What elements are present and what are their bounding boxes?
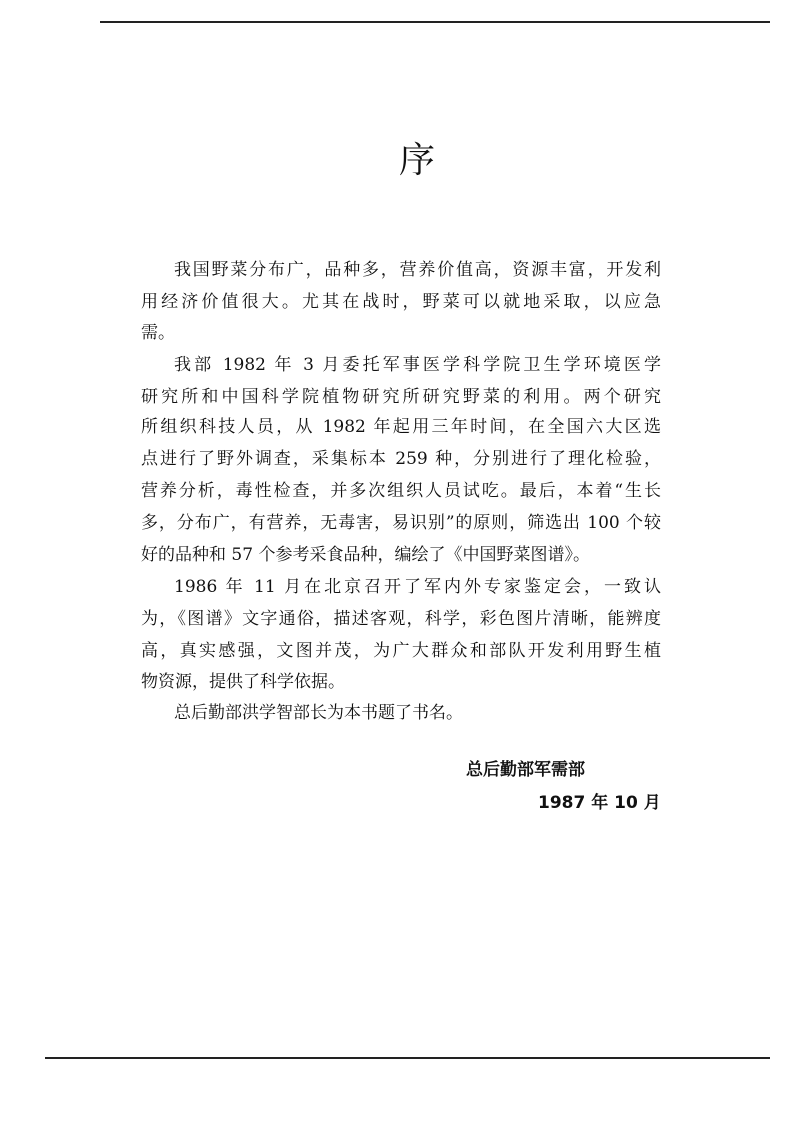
text-line: 需。 [141,323,175,343]
bottom-rule [45,1057,770,1059]
text-line: 多，分布广，有营养，无毒害，易识别”的原则，筛选出 100 个较 [141,513,661,533]
text-line: 点进行了野外调查，采集标本 259 种，分别进行了理化检验， [141,449,661,469]
signature-date: 1987 年 10 月 [538,793,661,813]
page-title: 序 [398,140,435,181]
text-line: 1986 年 11 月在北京召开了军内外专家鉴定会，一致认 [174,577,661,597]
text-line: 好的品种和 57 个参考采食品种，编绘了《中国野菜图谱》。 [141,545,590,565]
text-line: 用经济价值很大。尤其在战时，野菜可以就地采取，以应急 [141,292,661,312]
text-line: 我部 1982 年 3 月委托军事医学科学院卫生学环境医学 [174,355,661,375]
text-line: 为，《图谱》文字通俗，描述客观，科学，彩色图片清晰，能辨度 [141,609,661,629]
text-line: 研究所和中国科学院植物研究所研究野菜的利用。两个研究 [141,387,661,407]
text-line: 物资源，提供了科学依据。 [141,672,345,692]
top-rule [100,21,770,23]
signature-org: 总后勤部军需部 [466,760,585,780]
text-line: 营养分析，毒性检查，并多次组织人员试吃。最后，本着“生长 [141,481,661,501]
text-line: 总后勤部洪学智部长为本书题了书名。 [174,703,463,723]
text-line: 所组织科技人员，从 1982 年起用三年时间，在全国六大区选 [141,417,661,437]
text-line: 高，真实感强，文图并茂，为广大群众和部队开发利用野生植 [141,641,661,661]
text-line: 我国野菜分布广，品种多，营养价值高，资源丰富，开发利 [174,260,661,280]
